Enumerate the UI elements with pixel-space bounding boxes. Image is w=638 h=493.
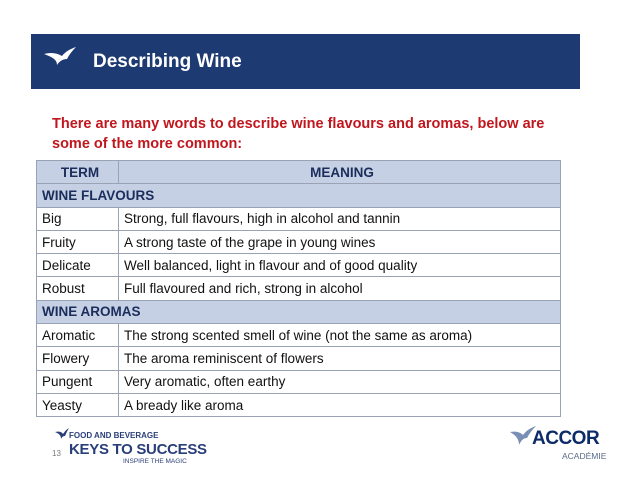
term-cell: Yeasty	[37, 393, 119, 416]
table-header-row	[37, 161, 561, 184]
section-title: WINE FLAVOURS	[37, 184, 561, 207]
slide-title: Describing Wine	[93, 51, 242, 72]
meaning-cell: Strong, full flavours, high in alcohol and tannin	[119, 207, 561, 230]
term-cell: Aromatic	[37, 324, 119, 347]
keys-logo-top-text: FOOD AND BEVERAGE	[69, 431, 159, 440]
page-number: 13	[52, 449, 61, 458]
section-row	[37, 184, 561, 207]
term-cell: Pungent	[37, 370, 119, 393]
meaning-cell: The strong scented smell of wine (not the same as aroma)	[119, 324, 561, 347]
term-cell: Big	[37, 207, 119, 230]
bird-logo-icon	[55, 427, 69, 439]
term-cell: Flowery	[37, 347, 119, 370]
accor-logo-subtext: ACADÉMIE	[562, 451, 607, 461]
table-row	[37, 393, 561, 416]
term-cell: Delicate	[37, 254, 119, 277]
table-row	[37, 347, 561, 370]
meaning-cell: A strong taste of the grape in young wines	[119, 230, 561, 253]
table-row	[37, 230, 561, 253]
section-title: WINE AROMAS	[37, 300, 561, 323]
table-row	[37, 370, 561, 393]
table-row	[37, 277, 561, 300]
table-row	[37, 207, 561, 230]
meaning-cell: A bready like aroma	[119, 393, 561, 416]
intro-text: There are many words to describe wine flavours and aromas, below are some of the more common:	[52, 116, 545, 152]
wine-terms-table	[36, 160, 561, 417]
meaning-cell: Full flavoured and rich, strong in alcohol	[119, 277, 561, 300]
meaning-cell: Well balanced, light in flavour and of good quality	[119, 254, 561, 277]
accor-academie-logo	[510, 422, 607, 472]
slide-header	[31, 34, 580, 89]
accor-logo-text: ACCOR	[532, 428, 600, 449]
term-cell: Robust	[37, 277, 119, 300]
keys-logo-main-text: KEYS TO SUCCESS	[69, 441, 207, 458]
table-row	[37, 254, 561, 277]
meaning-cell: The aroma reminiscent of flowers	[119, 347, 561, 370]
term-cell: Fruity	[37, 230, 119, 253]
bird-logo-icon	[43, 46, 77, 66]
keys-logo-sub-text: INSPIRE THE MAGIC	[123, 458, 187, 465]
table-row	[37, 324, 561, 347]
meaning-column-header: MEANING	[119, 161, 561, 184]
term-column-header: TERM	[37, 161, 119, 184]
meaning-cell: Very aromatic, often earthy	[119, 370, 561, 393]
section-row	[37, 300, 561, 323]
